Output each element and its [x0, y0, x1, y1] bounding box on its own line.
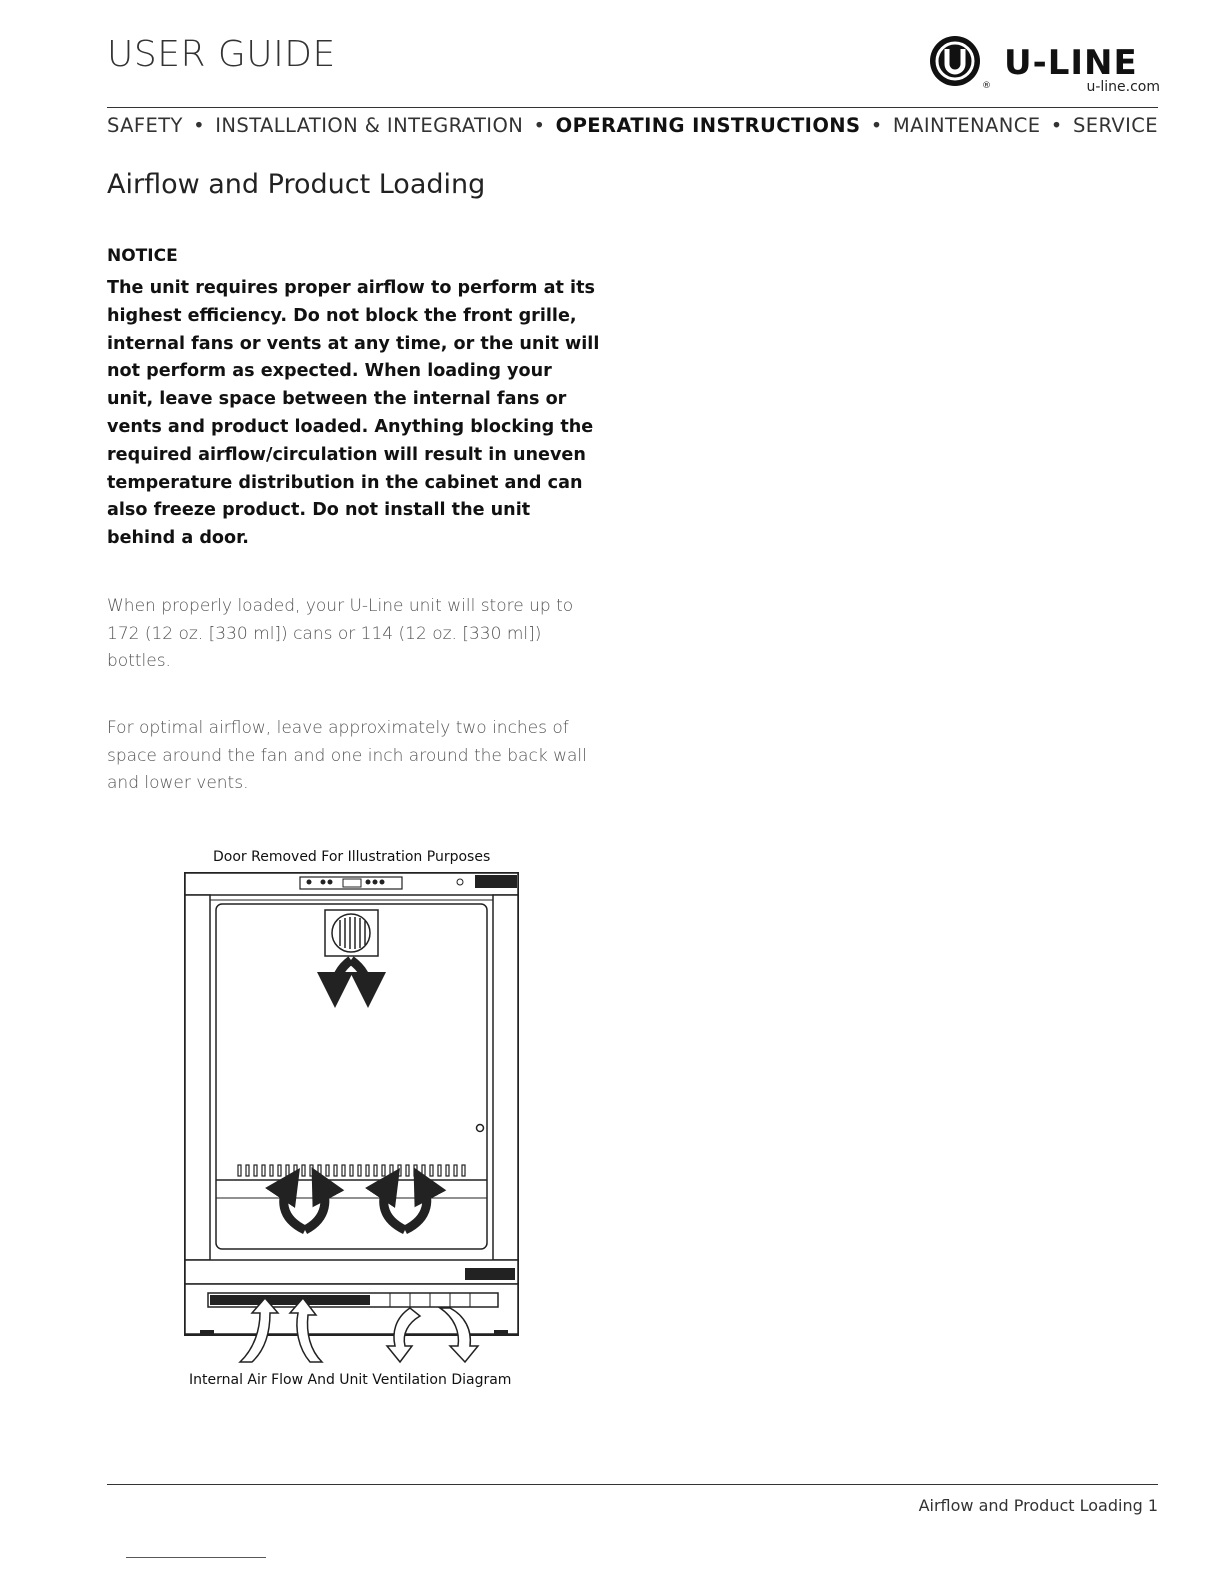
left-wall [185, 895, 210, 1260]
nav-separator: • [193, 114, 206, 137]
notice-heading: NOTICE [107, 246, 178, 266]
logo-wordmark: U-LINE [1004, 43, 1138, 83]
nav-separator: • [533, 114, 546, 137]
nav-item-maintenance[interactable]: MAINTENANCE [892, 114, 1041, 137]
right-wall [493, 895, 518, 1260]
hinge-top [475, 875, 517, 888]
notice-body: The unit requires proper airflow to perform at its highest efficiency. Do not block the front grille, internal fans or vents at any time, or the unit will not perform as expected. When loading your unit, leave space between the internal fans or vents and product loaded. Anything blocking the required airflow/circulation will result in uneven temperature distribution in the cabinet and can also freeze product. Do not install the unit behind a door. [107, 278, 600, 549]
footer-rule [107, 1484, 1158, 1485]
nav-item-safety[interactable]: SAFETY [107, 114, 183, 137]
registered-mark: ® [982, 81, 991, 91]
footer-page-label: Airflow and Product Loading 1 [918, 1496, 1158, 1515]
hinge-bottom [465, 1268, 515, 1280]
nav-item-operating-instructions[interactable]: OPERATING INSTRUCTIONS [555, 114, 861, 137]
lower-vents [238, 1165, 465, 1176]
figure-bottom-caption: Internal Air Flow And Unit Ventilation Diagram [189, 1372, 512, 1388]
site-url[interactable]: u-line.com [1086, 79, 1160, 95]
section-title: Airflow and Product Loading [107, 169, 486, 200]
footer-link-underline[interactable] [126, 1557, 266, 1558]
paragraph-capacity: When properly loaded, your U-Line unit will store up to 172 (12 oz. [330 ml]) cans or 114 (12 oz. [330 ml]) bottles. [107, 596, 574, 671]
guide-title: USER GUIDE [107, 34, 336, 75]
paragraph-airflow: For optimal airflow, leave approximately two inches of space around the fan and one inch around the back wall and lower vents. [107, 718, 587, 793]
nav-separator: • [1050, 114, 1063, 137]
figure-top-caption: Door Removed For Illustration Purposes [213, 849, 491, 865]
airflow-diagram [180, 868, 525, 1368]
header-rule [107, 107, 1158, 108]
section-nav [107, 114, 1158, 137]
nav-item-service[interactable]: SERVICE [1072, 114, 1158, 137]
nav-separator: • [870, 114, 883, 137]
nav-item-installation[interactable]: INSTALLATION & INTEGRATION [215, 114, 524, 137]
